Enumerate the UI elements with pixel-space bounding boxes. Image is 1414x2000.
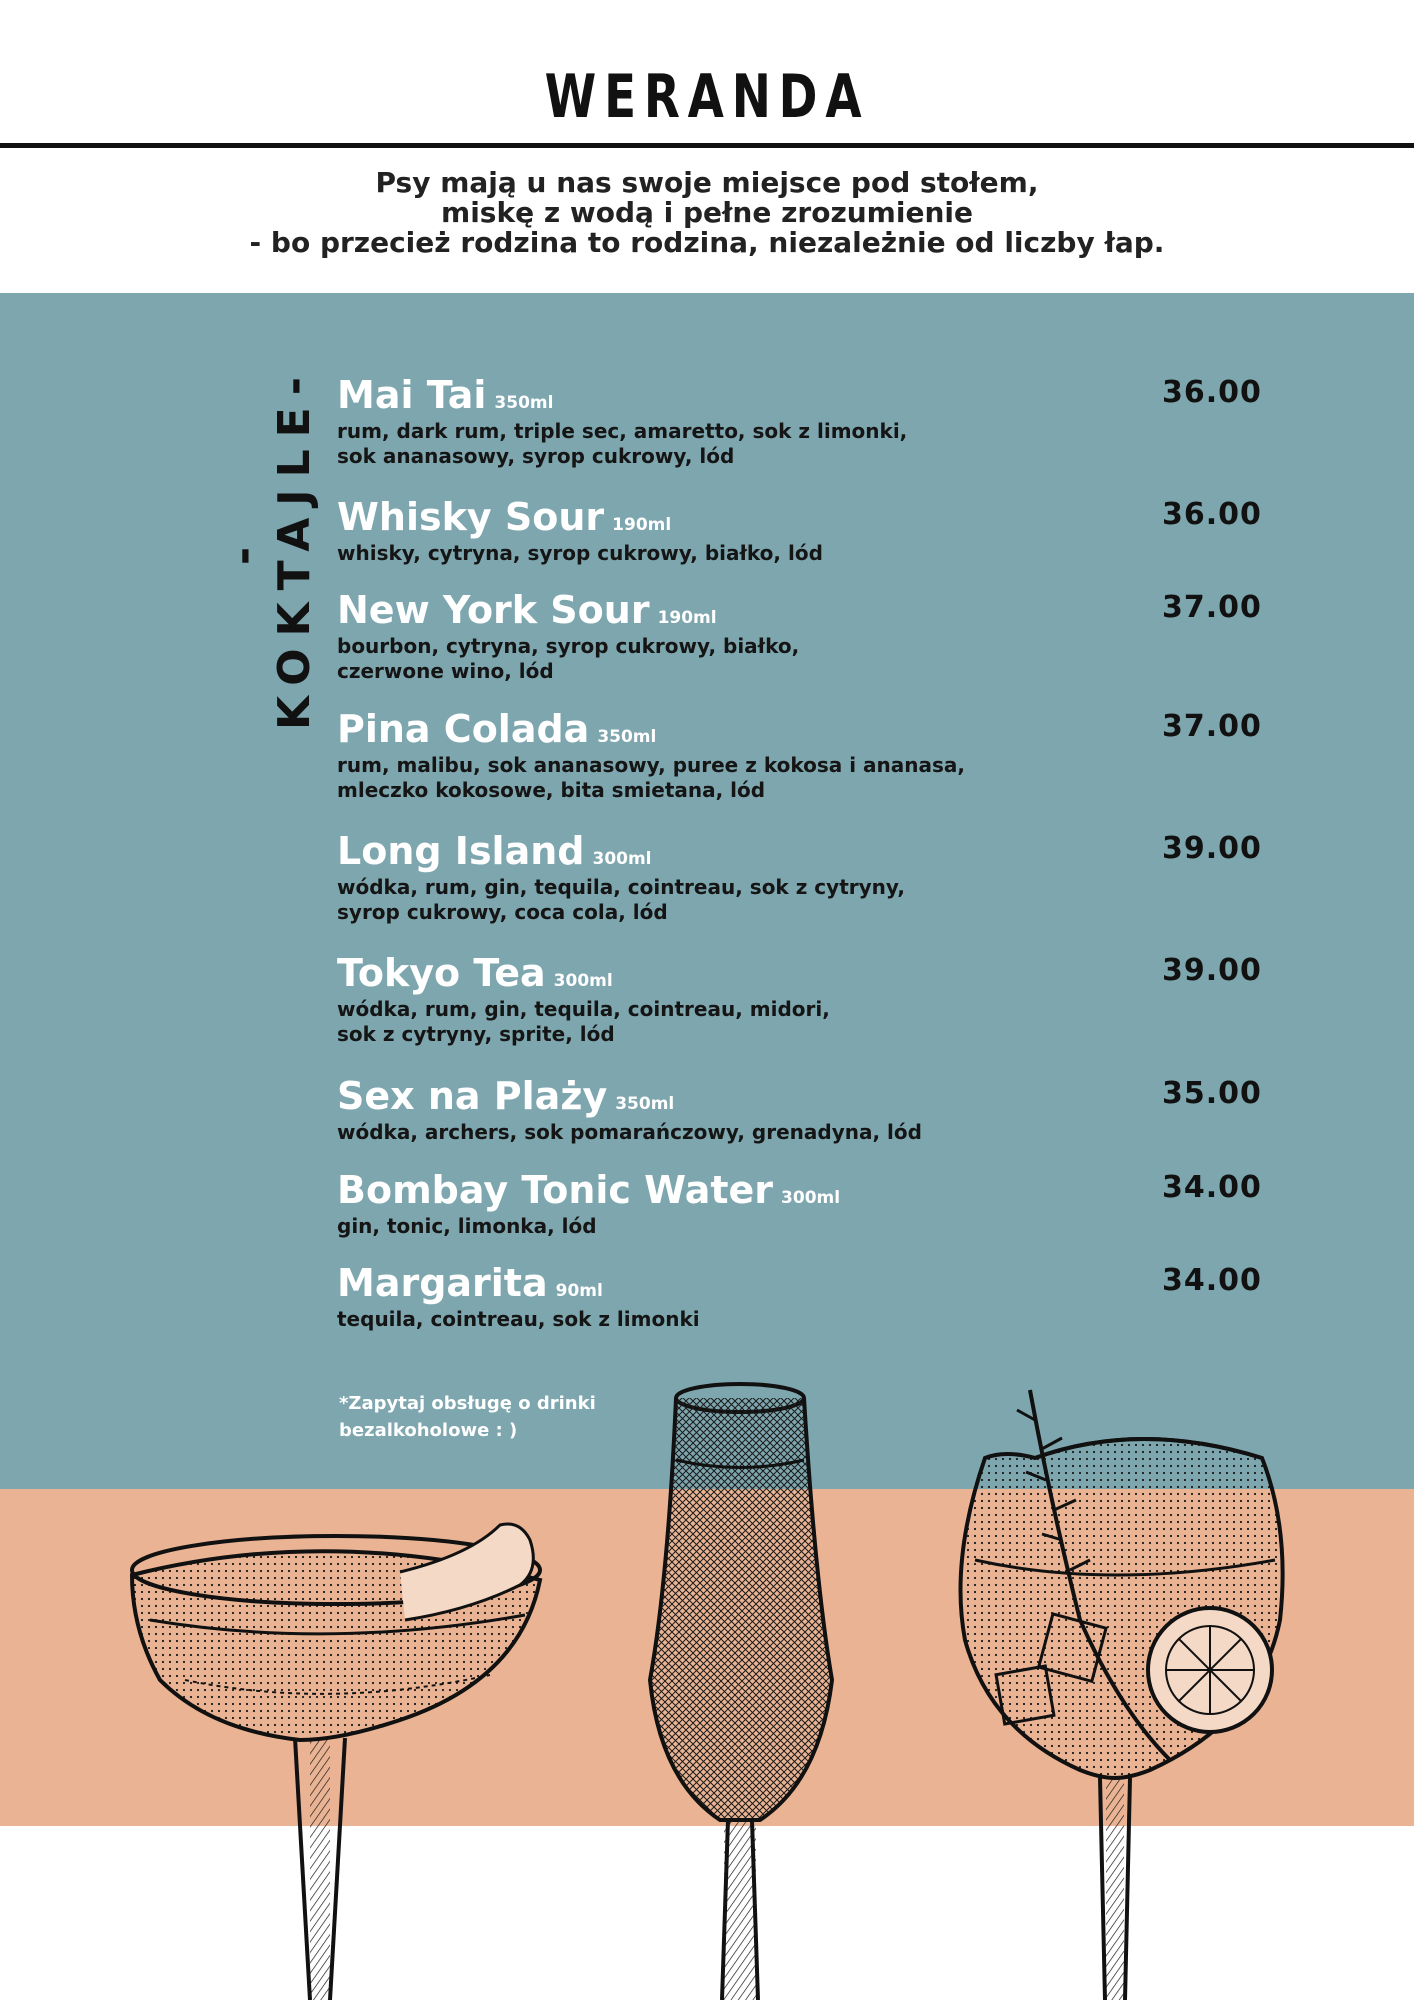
- item-price: 37.00: [1162, 590, 1262, 625]
- item-price: 34.00: [1162, 1170, 1262, 1205]
- item-name: Bombay Tonic Water: [337, 1168, 774, 1212]
- item-desc-line: rum, dark rum, triple sec, amaretto, sok z limonki,: [337, 419, 908, 443]
- item-name: Sex na Plaży: [337, 1074, 608, 1118]
- menu-item: [337, 707, 1317, 803]
- item-desc-line: czerwone wino, lód: [337, 659, 554, 683]
- item-price: 39.00: [1162, 831, 1262, 866]
- menu-item: [337, 829, 1317, 925]
- menu-item: [337, 495, 1317, 566]
- menu-item: [337, 588, 1317, 684]
- subtitle-line: Psy mają u nas swoje miejsce pod stołem,: [375, 166, 1039, 199]
- section-label: -KOKTAJLE-: [218, 365, 320, 730]
- item-desc-line: tequila, cointreau, sok z limonki: [337, 1307, 700, 1331]
- item-name: New York Sour: [337, 588, 650, 632]
- item-desc-line: sok z cytryny, sprite, lód: [337, 1022, 615, 1046]
- item-name: Mai Tai: [337, 373, 487, 417]
- gin-tonic-glass-icon: [961, 1390, 1283, 2000]
- item-volume: 300ml: [592, 849, 652, 869]
- item-volume: 300ml: [781, 1188, 841, 1208]
- item-price: 39.00: [1162, 953, 1262, 988]
- subtitle-line: - bo przecież rodzina to rodzina, niezależnie od liczby łap.: [249, 226, 1165, 259]
- header-rule: [0, 143, 1414, 148]
- item-name: Tokyo Tea: [337, 951, 546, 995]
- champagne-flute-icon: [650, 1384, 832, 2000]
- item-desc-line: rum, malibu, sok ananasowy, puree z kokosa i ananasa,: [337, 753, 965, 777]
- item-price: 37.00: [1162, 709, 1262, 744]
- item-volume: 90ml: [555, 1281, 603, 1301]
- item-volume: 350ml: [494, 393, 554, 413]
- cocktail-illustrations: [0, 1380, 1414, 2000]
- menu-item: [337, 373, 1317, 469]
- note-line: *Zapytaj obsługę o drinki: [339, 1393, 596, 1414]
- item-volume: 190ml: [612, 515, 672, 535]
- item-desc-line: gin, tonic, limonka, lód: [337, 1214, 597, 1238]
- item-desc-line: bourbon, cytryna, syrop cukrowy, białko,: [337, 634, 800, 658]
- note-line: bezalkoholowe : ): [339, 1420, 518, 1441]
- item-desc-line: wódka, rum, gin, tequila, cointreau, sok z cytryny,: [337, 875, 905, 899]
- restaurant-title: WERANDA: [544, 62, 870, 132]
- item-desc-line: wódka, rum, gin, tequila, cointreau, midori,: [337, 997, 830, 1021]
- item-desc-line: whisky, cytryna, syrop cukrowy, białko, lód: [337, 541, 823, 565]
- item-price: 35.00: [1162, 1076, 1262, 1111]
- item-price: 34.00: [1162, 1263, 1262, 1298]
- item-volume: 300ml: [553, 971, 613, 991]
- item-name: Whisky Sour: [337, 495, 605, 539]
- item-desc-line: syrop cukrowy, coca cola, lód: [337, 900, 668, 924]
- item-volume: 190ml: [657, 608, 717, 628]
- item-volume: 350ml: [597, 727, 657, 747]
- subtitle-line: miskę z wodą i pełne zrozumienie: [441, 196, 973, 229]
- menu-item: [337, 1074, 1317, 1145]
- item-price: 36.00: [1162, 375, 1262, 410]
- item-name: Margarita: [337, 1261, 548, 1305]
- item-price: 36.00: [1162, 497, 1262, 532]
- menu-item: [337, 1168, 1317, 1239]
- menu-item: [337, 951, 1317, 1047]
- coupe-glass-icon: [132, 1524, 540, 2000]
- header: [0, 0, 1414, 293]
- item-desc-line: sok ananasowy, syrop cukrowy, lód: [337, 444, 735, 468]
- item-volume: 350ml: [615, 1094, 675, 1114]
- item-desc-line: mleczko kokosowe, bita smietana, lód: [337, 778, 766, 802]
- subtitle: [157, 168, 1257, 258]
- item-name: Pina Colada: [337, 707, 590, 751]
- item-desc-line: wódka, archers, sok pomarańczowy, grenadyna, lód: [337, 1120, 922, 1144]
- menu-item: [337, 1261, 1317, 1332]
- item-name: Long Island: [337, 829, 585, 873]
